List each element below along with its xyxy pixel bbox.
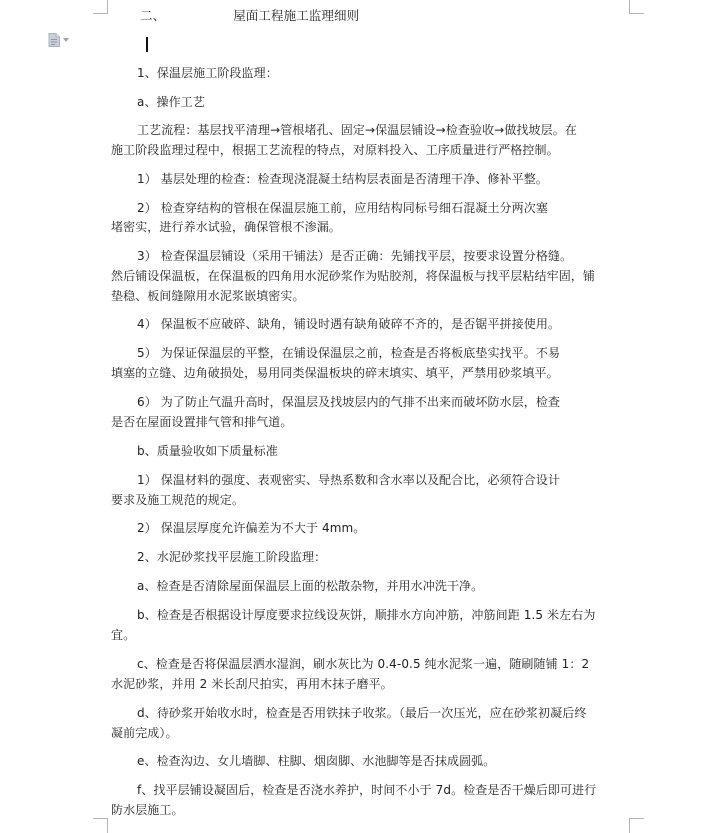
paragraph-line: b、检查是否根据设计厚度要求拉线设灰饼，顺排水方向冲筋，冲筋间距 1.5 米左右为 [137,608,596,622]
section-number: 二、 [140,8,166,23]
document-menu-button[interactable] [48,33,69,47]
chevron-down-icon [63,38,69,42]
page-corner-mark [93,818,108,833]
page-corner-mark [629,818,644,833]
paragraph-line: 1） 保温材料的强度、表观密实、导热系数和含水率以及配合比，必须符合设计 [137,473,561,487]
paragraph-line: b、质量验收如下质量标准 [137,444,278,458]
paragraph-line: 垫稳、板间缝隙用水泥浆嵌填密实。 [111,289,305,303]
paragraph-line: 1） 基层处理的检查：检查现浇混凝土结构层表面是否清理干净、修补平整。 [137,172,548,186]
paragraph-line: 防水层施工。 [111,803,184,817]
paragraph-line: 4） 保温板不应破碎、缺角，铺设时遇有缺角破碎不齐的，是否锯平拼接使用。 [137,317,561,331]
paragraph-line: 2） 保温层厚度允许偏差为不大于 4mm。 [137,521,366,535]
paragraph-line: 是否在屋面设置排气管和排气道。 [111,415,293,429]
paragraph-line: e、检查沟边、女儿墙脚、柱脚、烟囱脚、水池脚等是否抹成圆弧。 [137,754,496,768]
section-title-text: 屋面工程施工监理细则 [233,8,360,23]
paragraph-line: 宜。 [111,628,136,642]
paragraph-line: 堵密实，进行养水试验，确保管根不渗漏。 [111,220,341,234]
paragraph-line: c、检查是否将保温层洒水湿润，刷水灰比为 0.4-0.5 纯水泥浆一遍，随刷随铺 1：2 [137,657,590,671]
paragraph-line: 2、水泥砂浆找平层施工阶段监理： [137,550,327,564]
section-title [140,8,640,24]
paragraph-line: 2） 检查穿结构的管根在保温层施工前，应用结构同标号细石混凝土分两次塞 [137,201,548,215]
paragraph-line: 6） 为了防止气温升高时，保温层及找坡层内的气排不出来而破坏防水层，检查 [137,395,561,409]
paragraph-line: 然后铺设保温板，在保温板的四角用水泥砂浆作为贴胶剂，将保温板与找平层粘结牢固，铺 [111,269,596,283]
paragraph-line: 凝前完成）。 [111,726,178,740]
page-corner-mark [93,0,108,14]
paragraph-line: 要求及施工规范的规定。 [111,493,245,507]
paragraph-line: 水泥砂浆，并用 2 米长刮尺拍实，再用木抹子磨平。 [111,677,393,691]
paragraph-line: 3） 检查保温层铺设（采用干铺法）是否正确：先铺找平层，按要求设置分格缝。 [137,249,573,263]
document-icon [48,33,60,47]
paragraph-line: 1、保温层施工阶段监理： [137,66,278,80]
paragraph-line: f、找平层铺设凝固后，检查是否浇水养护，时间不小于 7d。检查是否干燥后即可进行 [137,783,597,797]
paragraph-line: a、检查是否清除屋面保温层上面的松散杂物，并用水冲洗干净。 [137,579,484,593]
text-cursor [146,37,148,52]
paragraph-line: d、待砂浆开始收水时，检查是否用铁抹子收浆。（最后一次压光，应在砂浆初凝后终 [137,706,587,720]
paragraph-line: 5） 为保证保温层的平整，在铺设保温层之前，检查是否将板底垫实找平。不易 [137,346,561,360]
paragraph-line: 填塞的立缝、边角破损处，易用同类保温板块的碎末填实、填平，严禁用砂浆填平。 [111,366,559,380]
paragraph-line: 施工阶段监理过程中，根据工艺流程的特点，对原料投入、工序质量进行严格控制。 [111,143,559,157]
paragraph-line: 工艺流程：基层找平清理→管根堵孔、固定→保温层铺设→检查验收→做找坡层。在 [137,123,577,137]
paragraph-line: a、操作工艺 [137,95,205,109]
